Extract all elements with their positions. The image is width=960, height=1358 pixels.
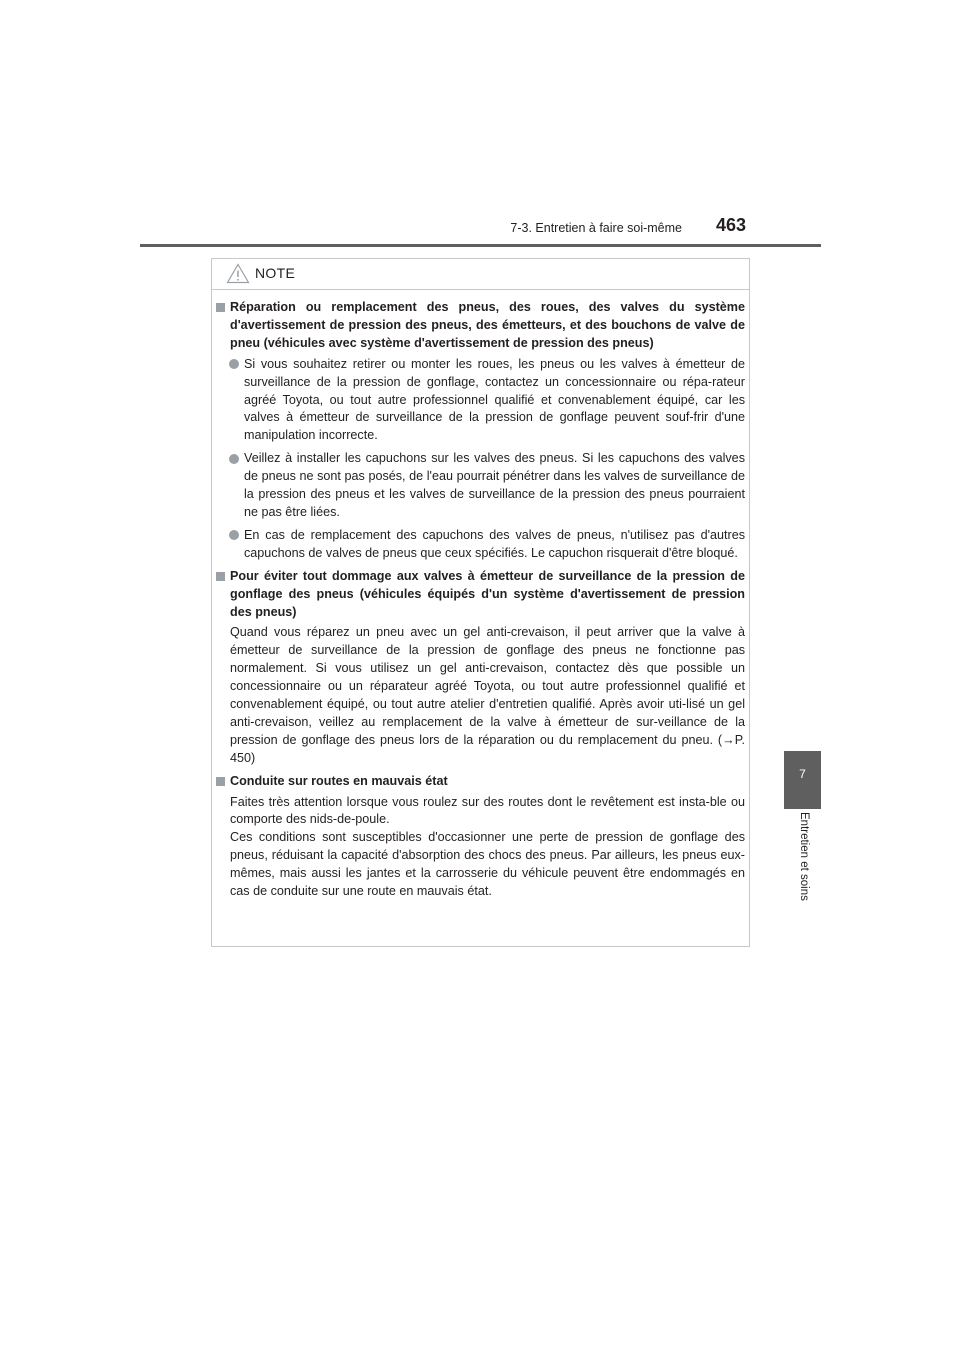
section-paragraph: Ces conditions sont susceptibles d'occasionner une perte de pression de gonflage des pneus, réduisant la capacité d'absorption des chocs des pneus. Par ailleurs, les pneus eux-mêmes, mais aussi les jantes et la carrosserie du véhicule peuvent être endommagés en cas de conduite sur une route en mauvais état. (230, 830, 745, 899)
note-divider (212, 289, 749, 290)
page-number: 463 (716, 215, 747, 235)
section-heading: Conduite sur routes en mauvais état (215, 773, 745, 791)
note-box (211, 258, 750, 947)
chapter-label: Entretien et soins (798, 812, 810, 901)
note-title: NOTE (255, 265, 296, 281)
header-rule (140, 244, 821, 247)
list-item: En cas de remplacement des capuchons des valves de pneus, n'utilisez pas d'autres capuchons de valves de pneus que ceux spécifiés. Le capuchon risquerait d'être bloqué. (215, 527, 745, 563)
note-content (215, 299, 745, 906)
square-bullet-icon (216, 303, 225, 312)
section-paragraph: Quand vous réparez un pneu avec un gel anti-crevaison, il peut arriver que la valve à émetteur de surveillance de la pression de gonflage des pneus ne fonctionne pas normalement. Si vous utilisez un gel anti-crevaison, contactez dès que possible un concessionnaire ou un réparateur agréé Toyota, ou tout autre professionnel qualifié et convenablement équipé, ou tout autre atelier d'entretien qualifié. Après avoir uti-lisé un gel anti-crevaison, veillez au remplacement de la valve à émetteur de sur-veillance de la pression de gonflage des pneus lors de la réparation ou du remplacement du pneu. (→P. 450) (230, 625, 745, 765)
circle-bullet-icon (229, 530, 239, 540)
circle-bullet-icon (229, 454, 239, 464)
section-header: 7-3. Entretien à faire soi-même (510, 221, 682, 235)
section-heading: Pour éviter tout dommage aux valves à émetteur de surveillance de la pression de gonflage des pneus (véhicules équipés d'un système d'avertissement de pression des pneus) (215, 568, 745, 622)
note-section-repair (215, 299, 745, 563)
section-paragraph: Faites très attention lorsque vous roulez sur des routes dont le revêtement est insta-ble ou comporte des nids-de-poule. (230, 794, 745, 827)
note-section-valve-damage (215, 568, 745, 768)
section-heading: Réparation ou remplacement des pneus, des roues, des valves du système d'avertissement de pression des pneus, des émetteurs, et des bouchons de valve de pneu (véhicules avec système d'avertissement de pression des pneus) (215, 299, 745, 353)
list-item: Veillez à installer les capuchons sur les valves des pneus. Si les capuchons des valves de pneus ne sont pas posés, de l'eau pourrait pénétrer dans les valves de surveillance de la pression des pneus et les valves de surveillance de la pression des pneus pourraient ne pas être liées. (215, 450, 745, 522)
warning-triangle-icon (226, 263, 250, 284)
chapter-number: 7 (799, 767, 806, 781)
square-bullet-icon (216, 572, 225, 581)
square-bullet-icon (216, 777, 225, 786)
list-item: Si vous souhaitez retirer ou monter les roues, les pneus ou les valves à émetteur de surveillance de la pression de gonflage, contactez un concessionnaire ou répa-rateur agréé Toyota, ou tout autre professionnel qualifié et convenablement équipé, car les valves à émetteur de surveillance de la pression de gonflage peuvent souf-frir d'une manipulation incorrecte. (215, 356, 745, 446)
note-section-bad-roads (215, 773, 745, 901)
chapter-tab (784, 751, 821, 809)
circle-bullet-icon (229, 359, 239, 369)
